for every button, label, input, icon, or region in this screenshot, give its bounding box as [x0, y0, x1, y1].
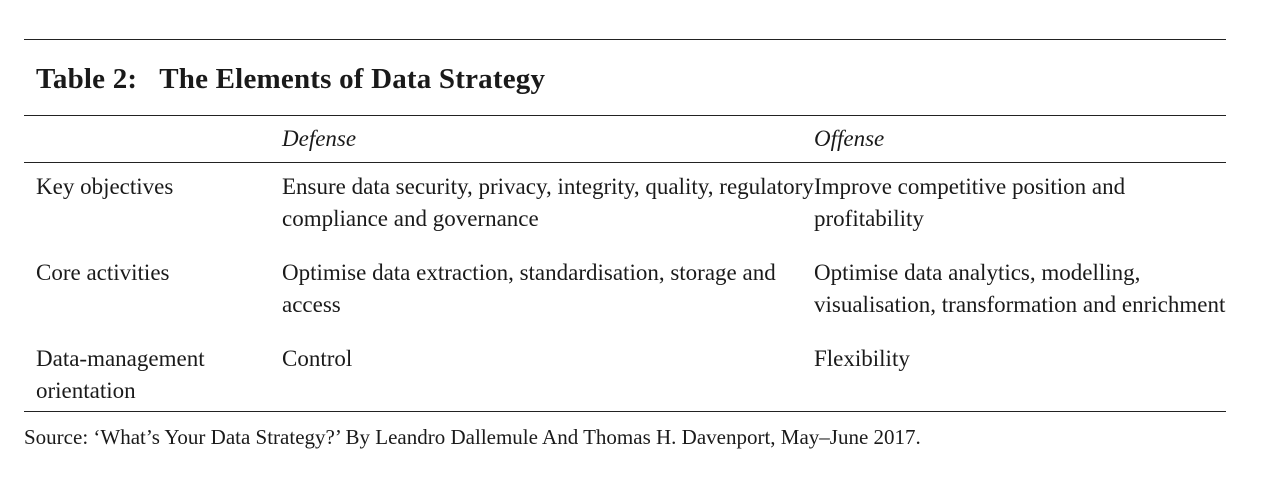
table-row: [24, 333, 1226, 412]
cell-defense-core-activities: Optimise data extraction, standardisation, storage and access: [282, 260, 776, 317]
table-figure: [24, 39, 1226, 452]
column-header-defense: Defense: [282, 116, 814, 163]
table-row: [24, 247, 1226, 333]
row-label-key-objectives: Key objectives: [36, 174, 174, 199]
cell-defense-data-management-orientation: Control: [282, 346, 353, 371]
table-title: The Elements of Data Strategy: [159, 63, 546, 95]
data-strategy-table: [24, 115, 1226, 412]
cell-offense-core-activities: Optimise data analytics, modelling, visualisation, transformation and enrichment: [814, 260, 1226, 317]
cell-offense-key-objectives: Improve competitive position and profitability: [814, 174, 1126, 231]
row-label-core-activities: Core activities: [36, 260, 170, 285]
table-caption: [24, 40, 1226, 115]
row-label-data-management-orientation: Data-management orientation: [36, 346, 205, 403]
table-header-row: [24, 116, 1226, 163]
source-note: Source: ‘What’s Your Data Strategy?’ By Leandro Dallemule And Thomas H. Davenport, May–June 2017.: [24, 425, 921, 449]
column-header-blank: [24, 116, 282, 163]
table-row: [24, 163, 1226, 248]
cell-offense-data-management-orientation: Flexibility: [814, 346, 910, 371]
column-header-offense: Offense: [814, 116, 1226, 163]
table-number: Table 2:: [36, 63, 138, 95]
cell-defense-key-objectives: Ensure data security, privacy, integrity, quality, regulatory compliance and governance: [282, 174, 814, 231]
